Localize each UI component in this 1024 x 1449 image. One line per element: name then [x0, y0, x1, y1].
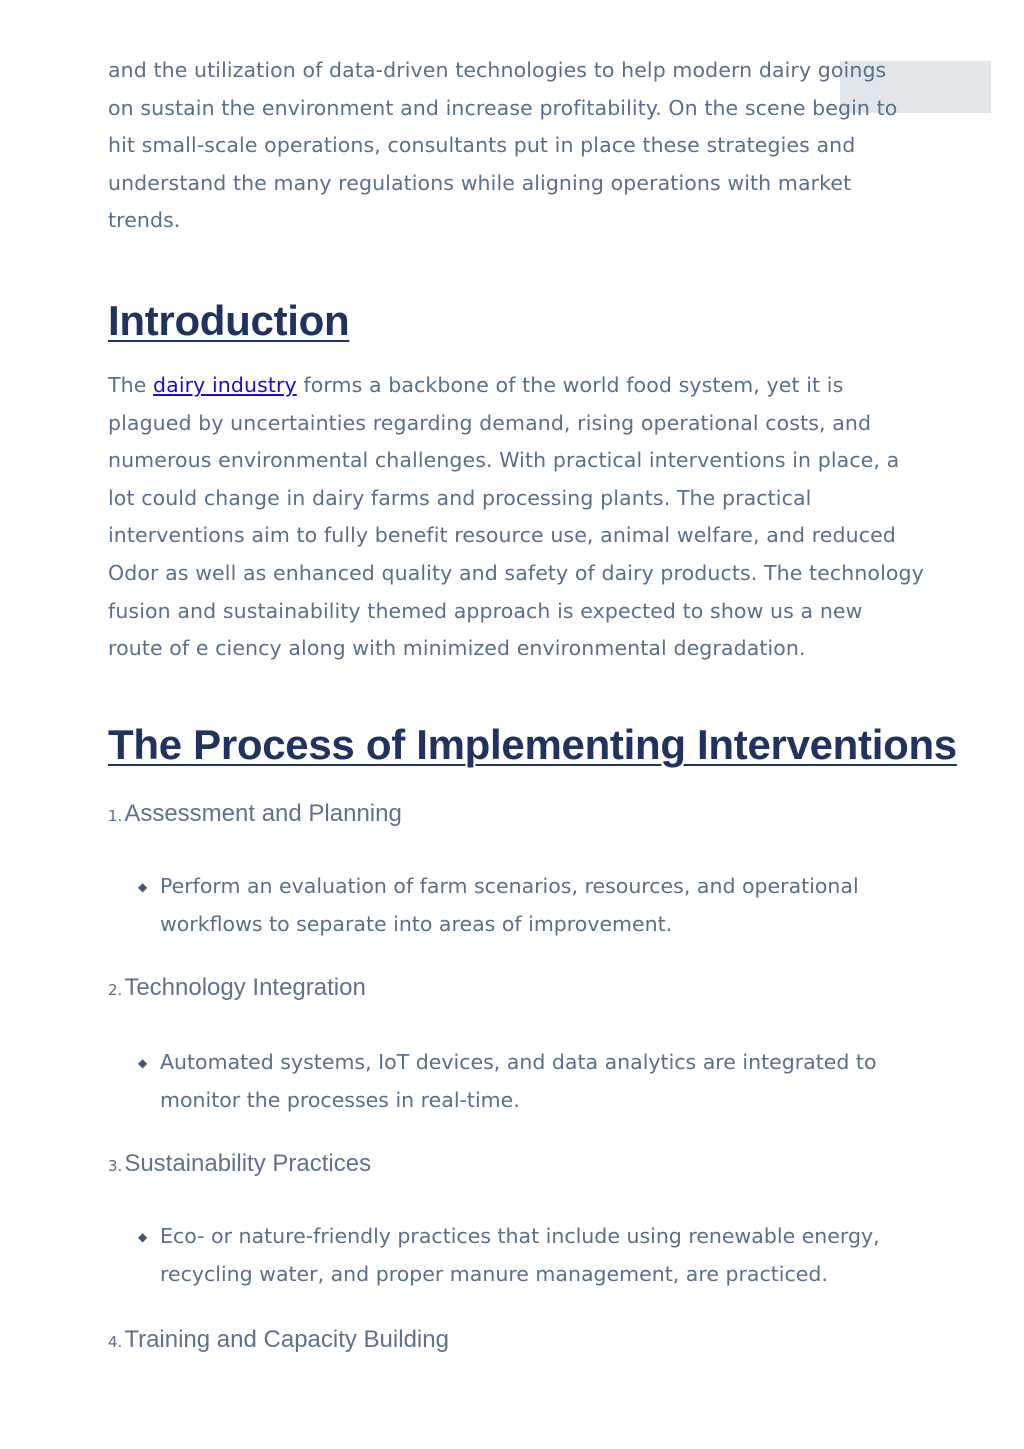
step-training-capacity-building	[108, 1326, 449, 1354]
paragraph-text: forms a backbone of the world food system, yet it is	[296, 373, 844, 397]
paragraph-line: route of e ciency along with minimized environmental degradation.	[108, 636, 806, 661]
step-title: Technology Integration	[124, 974, 366, 1001]
step-number: 4.	[108, 1333, 123, 1351]
step-number: 3.	[108, 1157, 123, 1175]
step-number: 1.	[108, 807, 123, 825]
diamond-bullet-icon: ◆	[138, 1056, 148, 1070]
bullet-line: Perform an evaluation of farm scenarios, resources, and operational	[160, 874, 859, 898]
bullet-line: Automated systems, IoT devices, and data analytics are integrated to	[160, 1050, 877, 1074]
bullet-text	[160, 868, 859, 943]
bullet-line: workflows to separate into areas of improvement.	[160, 911, 673, 936]
step-sustainability-practices	[108, 1150, 371, 1178]
dairy-industry-link[interactable]: dairy industry	[153, 373, 297, 397]
paragraph-line: on sustain the environment and increase profitability. On the scene begin to	[108, 95, 898, 120]
introduction-paragraph	[108, 367, 924, 668]
paragraph-line: numerous environmental challenges. With practical interventions in place, a	[108, 448, 900, 473]
paragraph-line: fusion and sustainability themed approach is expected to show us a new	[108, 598, 863, 623]
paragraph-line: Odor as well as enhanced quality and safety of dairy products. The technology	[108, 560, 924, 585]
step-assessment-planning	[108, 800, 402, 828]
step-title: Sustainability Practices	[124, 1150, 372, 1177]
step-title: Training and Capacity Building	[124, 1326, 449, 1353]
paragraph-line: understand the many regulations while aligning operations with market	[108, 170, 852, 195]
paragraph-line: plagued by uncertainties regarding demand, rising operational costs, and	[108, 410, 872, 435]
diamond-bullet-icon: ◆	[138, 880, 148, 894]
paragraph-line	[108, 367, 924, 405]
bullet-line: monitor the processes in real-time.	[160, 1087, 520, 1112]
introduction-heading: Introduction	[108, 297, 350, 344]
paragraph-line: trends.	[108, 208, 181, 233]
bullet-line: Eco- or nature-friendly practices that include using renewable energy,	[160, 1224, 880, 1248]
paragraph-line: hit small-scale operations, consultants put in place these strategies and	[108, 133, 856, 158]
paragraph-line: and the utilization of data-driven technologies to help modern dairy goings	[108, 58, 887, 82]
paragraph-text: The	[108, 373, 154, 397]
opening-paragraph	[108, 52, 897, 240]
bullet-text	[160, 1218, 880, 1293]
diamond-bullet-icon: ◆	[138, 1230, 148, 1244]
process-heading: The Process of Implementing Interventions	[108, 721, 957, 768]
step-title: Assessment and Planning	[124, 800, 402, 827]
bullet-text	[160, 1044, 877, 1119]
step-technology-integration	[108, 974, 366, 1002]
step-number: 2.	[108, 981, 123, 999]
paragraph-line: lot could change in dairy farms and processing plants. The practical	[108, 485, 812, 510]
bullet-line: recycling water, and proper manure management, are practiced.	[160, 1261, 828, 1286]
paragraph-line: interventions aim to fully benefit resource use, animal welfare, and reduced	[108, 523, 896, 548]
